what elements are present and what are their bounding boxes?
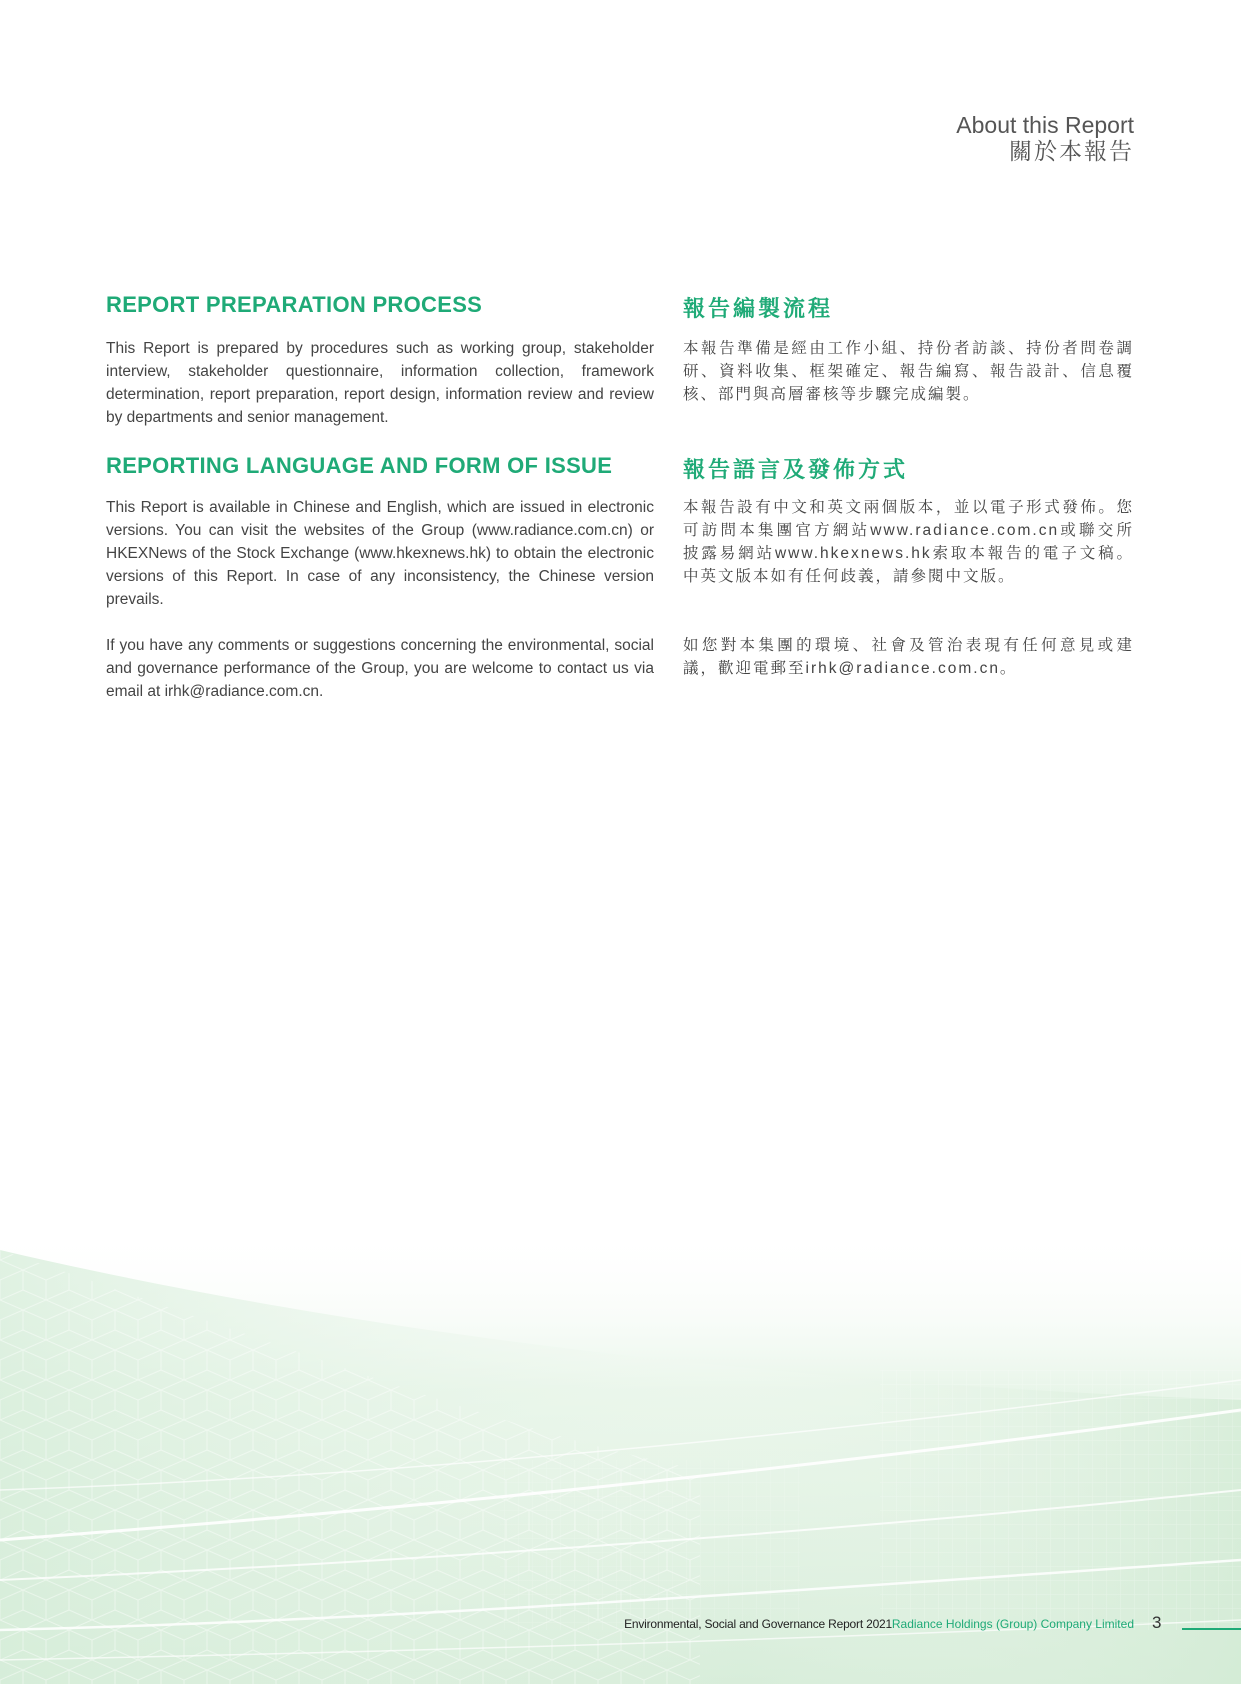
page-number: 3	[1152, 1613, 1162, 1632]
section-body-preparation-process: This Report is prepared by procedures such as working group, stakeholder interview, stakeholder questionnaire, information collection, framework determination, report preparation, report design, information review and review by departments and senior management.	[106, 340, 654, 426]
section-body-language-form: This Report is available in Chinese and English, which are issued in electronic versions. You can visit the websites of the Group (www.radiance.com.cn) or HKEXNews of the Stock Exchange (www.hkexnews.hk) to obtain the electronic versions of this Report. In case of any inconsistency, the Chinese version prevails.	[106, 499, 654, 608]
section-body-language-form-zh: 本報告設有中文和英文兩個版本，並以電子形式發佈。您可訪問本集團官方網站www.radiance.com.cn或聯交所披露易網站www.hkexnews.hk索取本報告的電子文稿。中英文版本如有任何歧義，請參閱中文版。	[683, 499, 1134, 585]
footer-accent-rule	[1182, 1628, 1241, 1630]
section-body-contact: If you have any comments or suggestions concerning the environmental, social and governance performance of the Group, you are welcome to contact us via email at irhk@radiance.com.cn.	[106, 637, 654, 700]
section-body-contact-zh: 如您對本集團的環境、社會及管治表現有任何意見或建議，歡迎電郵至irhk@radiance.com.cn。	[683, 637, 1134, 677]
page-header	[956, 112, 1134, 165]
footer-company-name: Radiance Holdings (Group) Company Limited	[891, 1617, 1134, 1631]
section-title-preparation-process-zh: 報告編製流程	[683, 296, 834, 321]
section-title-language-form-zh: 報告語言及發佈方式	[683, 457, 909, 482]
section-title-language-form: REPORTING LANGUAGE AND FORM OF ISSUE	[106, 453, 613, 478]
header-title-zh: 關於本報告	[1009, 138, 1134, 165]
header-title-en: About this Report	[956, 112, 1134, 138]
page-footer	[0, 1613, 1241, 1637]
footer-report-name: Environmental, Social and Governance Report 2021	[624, 1617, 892, 1631]
section-body-preparation-process-zh: 本報告準備是經由工作小組、持份者訪談、持份者問卷調研、資料收集、框架確定、報告編寫、報告設計、信息覆核、部門與高層審核等步驟完成編製。	[683, 340, 1134, 403]
decorative-background	[0, 1230, 1241, 1684]
section-title-preparation-process: REPORT PREPARATION PROCESS	[106, 292, 483, 317]
